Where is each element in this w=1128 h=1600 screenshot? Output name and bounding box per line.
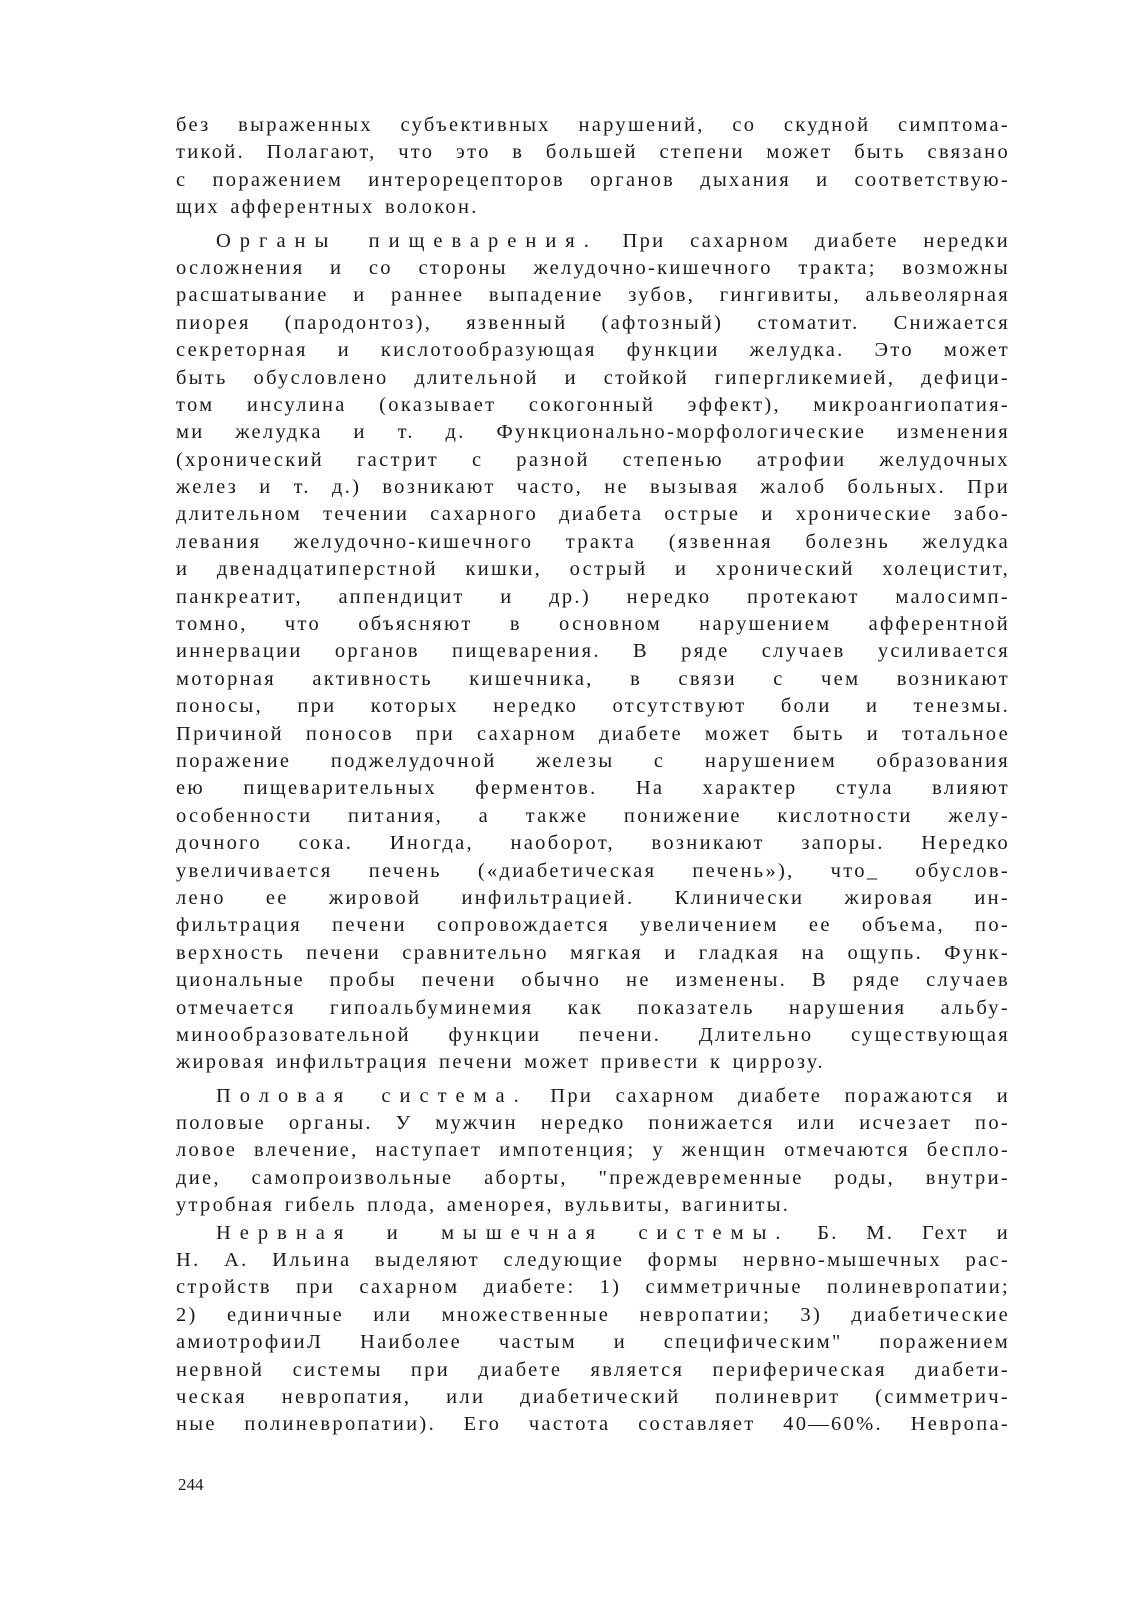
text-line: пиорея (пародонтоз), язвенный (афтозный) стоматит. Снижается (176, 311, 1010, 334)
text-line: осложнения и со стороны желудочно-кишечного тракта; возможны (176, 256, 1010, 279)
text-line: отмечается гипоальбуминемия как показатель нарушения альбу- (176, 996, 1010, 1019)
text-line: том инсулина (оказывает сокогонный эффект), микроангиопатия- (176, 393, 1010, 416)
text-line: амиотрофииЛ Наиболее частым и специфическим" поражением (176, 1331, 1010, 1354)
text-line: поносы, при которых нередко отсутствуют боли и тенезмы. (176, 695, 1010, 718)
text-line: (хронический гастрит с разной степенью атрофии желудочных (176, 448, 1010, 471)
text-line: утробная гибель плода, аменорея, вульвиты, вагиниты. (176, 1194, 791, 1217)
text-line: ловое влечение, наступает импотенция; у женщин отмечаются беспло- (176, 1139, 1010, 1162)
text-line: ные полиневропатии). Его частота составляет 40—60%. Невропа- (176, 1413, 1010, 1436)
text-line: 2) единичные или множественные невропатии; 3) диабетические (176, 1303, 1010, 1326)
text-line: левания желудочно-кишечного тракта (язвенная болезнь желудка (176, 530, 1010, 553)
heading-genital: Половая система. (216, 1084, 528, 1107)
text-line: жировая инфильтрация печени может привести к циррозу. (176, 1051, 825, 1074)
text-line: дие, самопроизвольные аборты, "преждевременные роды, внутри- (176, 1166, 1010, 1189)
text-line: с поражением интерорецепторов органов дыхания и соответствую- (176, 168, 1010, 191)
text-line: ческая невропатия, или диабетический полиневрит (симметрич- (176, 1385, 1010, 1408)
text-line: и двенадцатиперстной кишки, острый и хронический холецистит, (176, 558, 1010, 581)
text-line: верхность печени сравнительно мягкая и гладкая на ощупь. Функ- (176, 941, 1010, 964)
text-line: тикой. Полагают, что это в большей степени может быть связано (176, 141, 1010, 164)
text-line: Причиной поносов при сахарном диабете может быть и тотальное (176, 722, 1010, 745)
text-line: циональные пробы печени обычно не изменены. В ряде случаев (176, 969, 1010, 992)
text-line: длительном течении сахарного диабета острые и хронические забо- (176, 503, 1010, 526)
heading-nervous-rest: Б. М. Гехт и (817, 1221, 1010, 1244)
text-line: фильтрация печени сопровождается увеличением ее объема, по- (176, 914, 1010, 937)
text-line: особенности питания, а также понижение кислотности желу- (176, 804, 1010, 827)
text-line: моторная активность кишечника, в связи с чем возникают (176, 667, 1010, 690)
text-line: дочного сока. Иногда, наоборот, возникают запоры. Нередко (176, 832, 1010, 855)
text-line: иннервации органов пищеварения. В ряде случаев усиливается (176, 640, 1010, 663)
text-line: ею пищеварительных ферментов. На характер стула влияют (176, 777, 1010, 800)
text-line: нервной системы при диабете является периферическая диабети- (176, 1358, 1010, 1381)
heading-nervous: Нервная и мышечная системы. (216, 1221, 790, 1244)
text-line: поражение поджелудочной железы с нарушением образования (176, 749, 1010, 772)
text-line: щих афферентных волокон. (176, 196, 479, 219)
text-line: половые органы. У мужчин нередко понижается или исчезает по- (176, 1112, 1010, 1135)
text-line: без выраженных субъективных нарушений, со скудной симптома- (176, 114, 1010, 136)
text-line: быть обусловлено длительной и стойкой гипергликемией, дефици- (176, 366, 1010, 389)
text-line: лено ее жировой инфильтрацией. Клинически жировая ин- (176, 886, 1010, 909)
page-number: 244 (178, 1475, 204, 1494)
text-line: панкреатит, аппендицит и др.) нередко протекают малосимп- (176, 585, 1010, 608)
text-line: желез и т. д.) возникают часто, не вызывая жалоб больных. При (176, 476, 1010, 499)
section-heading-genital (176, 1083, 1010, 1110)
section-heading-nervous (176, 1220, 1010, 1247)
page-text (176, 112, 1010, 1439)
text-line: расшатывание и раннее выпадение зубов, гингивиты, альвеолярная (176, 284, 1010, 307)
text-line: увеличивается печень («диабетическая печень»), что_ обуслов- (176, 859, 1010, 882)
text-line: ми желудка и т. д. Функционально-морфологические изменения (176, 421, 1010, 444)
text-line: Н. А. Ильина выделяют следующие формы нервно-мышечных рас- (176, 1249, 1010, 1272)
heading-genital-rest: При сахарном диабете поражаются и (550, 1084, 1010, 1107)
text-line: томно, что объясняют в основном нарушением афферентной (176, 613, 1010, 636)
text-line: минообразовательной функции печени. Длительно существующая (176, 1023, 1010, 1046)
text-line: секреторная и кислотообразующая функции желудка. Это может (176, 339, 1010, 362)
text-line: стройств при сахарном диабете: 1) симметричные полиневропатии; (176, 1276, 1010, 1299)
heading-digestive: Органы пищеварения. (216, 229, 598, 252)
heading-digestive-rest: При сахарном диабете нередки (622, 229, 1010, 252)
section-heading-digestive (176, 228, 1010, 255)
